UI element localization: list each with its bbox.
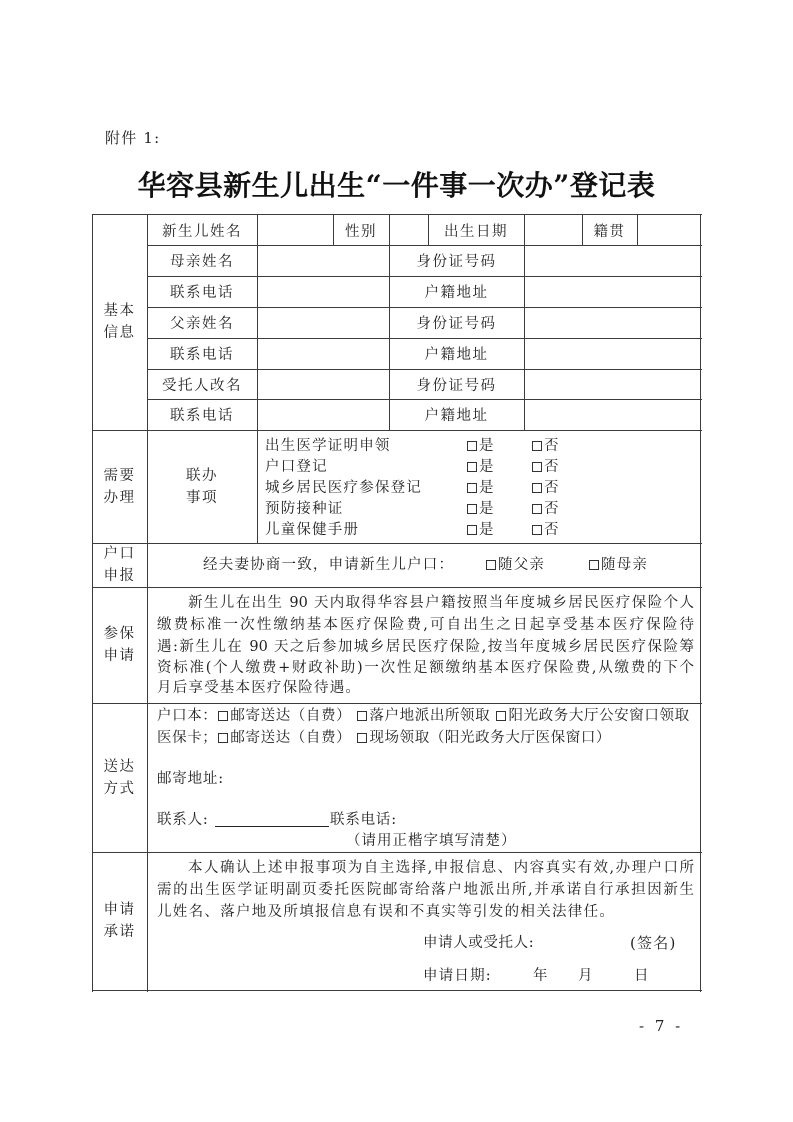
mother-id-label: 身份证号码 xyxy=(416,254,497,270)
medical-card-delivery-line xyxy=(157,729,611,747)
section-divider xyxy=(92,587,702,588)
option-label: 阳光政务大厅公安窗口领取 xyxy=(508,708,690,724)
trustee-name-label: 受托人改名 xyxy=(162,377,242,394)
paragraph-line: 月后享受基本医疗保险待遇。 xyxy=(157,680,362,696)
required-item-yes[interactable] xyxy=(466,437,495,455)
checkbox[interactable] xyxy=(532,525,542,535)
mother-address-label: 户籍地址 xyxy=(424,285,489,301)
required-item-yes[interactable] xyxy=(466,521,495,539)
required-item-label: 城乡居民医疗参保登记 xyxy=(265,480,422,496)
required-item-label: 出生医学证明申领 xyxy=(265,438,391,454)
paragraph-line: 缴费标准一次性缴纳基本医疗保险费,可自出生之日起享受基本医疗保险待 xyxy=(157,617,694,633)
trustee-phone-label: 联系电话 xyxy=(170,408,234,424)
checkbox[interactable] xyxy=(357,711,367,721)
date-month-label: 月 xyxy=(578,968,594,984)
required-item-no[interactable] xyxy=(531,500,560,518)
section-label-line: 申请 xyxy=(103,902,136,918)
checkbox[interactable] xyxy=(486,560,496,570)
father-phone-field[interactable] xyxy=(258,339,389,369)
section-label-line: 申报 xyxy=(103,568,136,584)
signature-label: (签名) xyxy=(630,934,677,952)
application-date-label: 申请日期: xyxy=(423,968,492,984)
no-label: 否 xyxy=(544,522,560,538)
newborn-name-field[interactable] xyxy=(258,215,333,245)
date-year-label: 年 xyxy=(533,968,549,984)
page-number: - 7 - xyxy=(639,1017,684,1035)
section-label-line: 需要 xyxy=(103,467,136,484)
no-label: 否 xyxy=(544,438,560,454)
section-label-line: 基本 xyxy=(103,303,136,319)
section-label-line: 户口 xyxy=(103,546,136,562)
checkbox[interactable] xyxy=(218,711,228,721)
native-place-label: 籍贯 xyxy=(593,223,626,240)
father-address-label: 户籍地址 xyxy=(424,347,489,363)
father-id-label: 身份证号码 xyxy=(416,316,497,332)
contact-phone-field[interactable] xyxy=(405,806,690,830)
option-label: 随母亲 xyxy=(601,557,649,573)
handwriting-note: （请用正楷字填写清楚） xyxy=(346,833,517,849)
section-label-line: 送达 xyxy=(103,758,136,775)
section-label-line: 方式 xyxy=(103,780,136,797)
required-item-label: 预防接种证 xyxy=(265,501,344,517)
mother-id-field[interactable] xyxy=(525,246,700,276)
section-label-line: 申请 xyxy=(103,648,136,664)
native-place-field[interactable] xyxy=(638,215,700,245)
father-name-label: 父亲姓名 xyxy=(170,316,234,332)
yes-label: 是 xyxy=(479,522,495,538)
attachment-label: 附件 1: xyxy=(105,129,161,147)
checkbox[interactable] xyxy=(467,483,477,493)
signer-label: 申请人或受托人: xyxy=(423,935,535,951)
paragraph-line: 本人确认上述申报事项为自主选择,申报信息、内容真实有效,办理户口所 xyxy=(188,860,694,876)
mail-address-field[interactable] xyxy=(230,766,690,792)
section-label-line: 办理 xyxy=(103,489,136,506)
basic-info-section-label xyxy=(92,214,147,430)
checkbox[interactable] xyxy=(218,733,228,743)
newborn-name-label: 新生儿姓名 xyxy=(162,223,242,240)
sub-label-line: 事项 xyxy=(186,489,218,506)
form-title: 华容县新生儿出生“一件事一次办”登记表 xyxy=(137,169,656,202)
father-id-field[interactable] xyxy=(525,308,700,338)
checkbox[interactable] xyxy=(532,462,542,472)
checkbox[interactable] xyxy=(467,462,477,472)
no-label: 否 xyxy=(544,459,560,475)
hukou-statement: 经夫妻协商一致，申请新生儿户口： xyxy=(203,557,455,573)
contact-line xyxy=(157,811,397,829)
required-item-yes[interactable] xyxy=(466,500,495,518)
trustee-name-field[interactable] xyxy=(258,370,389,399)
hukou-book-label: 户口本： xyxy=(157,708,218,724)
trustee-id-field[interactable] xyxy=(525,370,700,399)
mother-phone-field[interactable] xyxy=(258,277,389,307)
yes-label: 是 xyxy=(479,459,495,475)
checkbox[interactable] xyxy=(357,733,367,743)
medical-card-option-onsite[interactable] xyxy=(356,729,611,747)
mother-name-label: 母亲姓名 xyxy=(170,254,234,270)
hukou-option-mother[interactable] xyxy=(588,556,648,574)
contact-name-field[interactable] xyxy=(215,812,329,827)
hukou-book-option-police-station[interactable] xyxy=(356,707,490,725)
insurance-section-label xyxy=(92,587,147,703)
required-item-no[interactable] xyxy=(531,458,560,476)
yes-label: 是 xyxy=(479,480,495,496)
option-label: 邮寄送达（自费） xyxy=(230,708,352,724)
paragraph-line: 资标准(个人缴费+财政补助)一次性足额缴纳基本医疗保险费,从缴费的下个 xyxy=(157,660,694,676)
yes-label: 是 xyxy=(479,501,495,517)
section-divider xyxy=(92,543,702,544)
yes-label: 是 xyxy=(479,438,495,454)
hukou-book-option-service-hall[interactable] xyxy=(495,707,689,725)
required-item-label: 户口登记 xyxy=(265,459,328,475)
gender-label: 性别 xyxy=(345,223,377,240)
table-border-right xyxy=(700,214,701,992)
required-item-no[interactable] xyxy=(531,437,560,455)
option-label: 落户地派出所领取 xyxy=(369,708,491,724)
no-label: 否 xyxy=(544,480,560,496)
paragraph-line: 需的出生医学证明副页委托医院邮寄给落户地派出所,并承诺自行承担因新生 xyxy=(157,882,694,898)
joint-items-label xyxy=(147,430,257,543)
commitment-section-label xyxy=(92,852,147,990)
mother-phone-label: 联系电话 xyxy=(170,285,234,301)
hukou-book-option-mail[interactable] xyxy=(217,707,351,725)
no-label: 否 xyxy=(544,501,560,517)
section-divider xyxy=(92,703,702,704)
checkbox[interactable] xyxy=(467,441,477,451)
option-label: 邮寄送达（自费） xyxy=(230,730,352,746)
paragraph-line: 新生儿在出生 90 天内取得华容县户籍按照当年度城乡居民医疗保险个人 xyxy=(188,595,694,611)
option-label: 随父亲 xyxy=(498,557,546,573)
father-phone-label: 联系电话 xyxy=(170,347,234,363)
checkbox[interactable] xyxy=(467,525,477,535)
required-item-no[interactable] xyxy=(531,521,560,539)
required-item-label: 儿童保健手册 xyxy=(265,522,360,538)
section-label-line: 承诺 xyxy=(103,924,136,940)
contact-label: 联系人: xyxy=(157,812,209,828)
mother-address-field[interactable] xyxy=(525,277,700,307)
trustee-id-label: 身份证号码 xyxy=(416,377,497,394)
checkbox[interactable] xyxy=(532,441,542,451)
contact-phone-label: 联系电话: xyxy=(330,812,397,828)
date-day-label: 日 xyxy=(634,968,650,984)
paragraph-line: 儿姓名、落户地及所填报信息有误和不真实等引发的相关法律任。 xyxy=(157,904,616,920)
section-label-line: 参保 xyxy=(103,626,136,642)
required-section-label xyxy=(92,430,147,543)
hukou-book-delivery-line xyxy=(157,707,690,725)
trustee-address-label: 户籍地址 xyxy=(424,408,489,424)
medical-card-label: 医保卡； xyxy=(157,730,218,746)
signature-field[interactable] xyxy=(540,930,625,956)
section-divider xyxy=(92,852,702,853)
table-border-bottom xyxy=(92,990,702,991)
hukou-section-label xyxy=(92,543,147,587)
mother-name-field[interactable] xyxy=(258,246,389,276)
paragraph-line: 遇:新生儿在 90 天之后参加城乡居民医疗保险,按当年度城乡居民医疗保险筹 xyxy=(157,639,694,655)
checkbox[interactable] xyxy=(496,711,506,721)
checkbox[interactable] xyxy=(532,483,542,493)
father-name-field[interactable] xyxy=(258,308,389,338)
trustee-phone-field[interactable] xyxy=(258,400,389,430)
sub-label-line: 联办 xyxy=(186,467,218,484)
trustee-address-field[interactable] xyxy=(525,400,700,430)
option-label: 现场领取（阳光政务大厅医保窗口） xyxy=(369,730,612,746)
hukou-option-father[interactable] xyxy=(485,556,545,574)
checkbox[interactable] xyxy=(589,560,599,570)
checkbox[interactable] xyxy=(532,504,542,514)
required-item-yes[interactable] xyxy=(466,458,495,476)
delivery-section-label xyxy=(92,703,147,852)
gender-field[interactable] xyxy=(390,215,428,245)
birth-date-label: 出生日期 xyxy=(444,223,508,240)
mail-address-label: 邮寄地址: xyxy=(157,771,224,787)
medical-card-option-mail[interactable] xyxy=(217,729,351,747)
birth-date-field[interactable] xyxy=(525,215,582,245)
checkbox[interactable] xyxy=(467,504,477,514)
required-item-yes[interactable] xyxy=(466,479,495,497)
section-label-line: 信息 xyxy=(103,325,136,341)
required-item-no[interactable] xyxy=(531,479,560,497)
father-address-field[interactable] xyxy=(525,339,700,369)
